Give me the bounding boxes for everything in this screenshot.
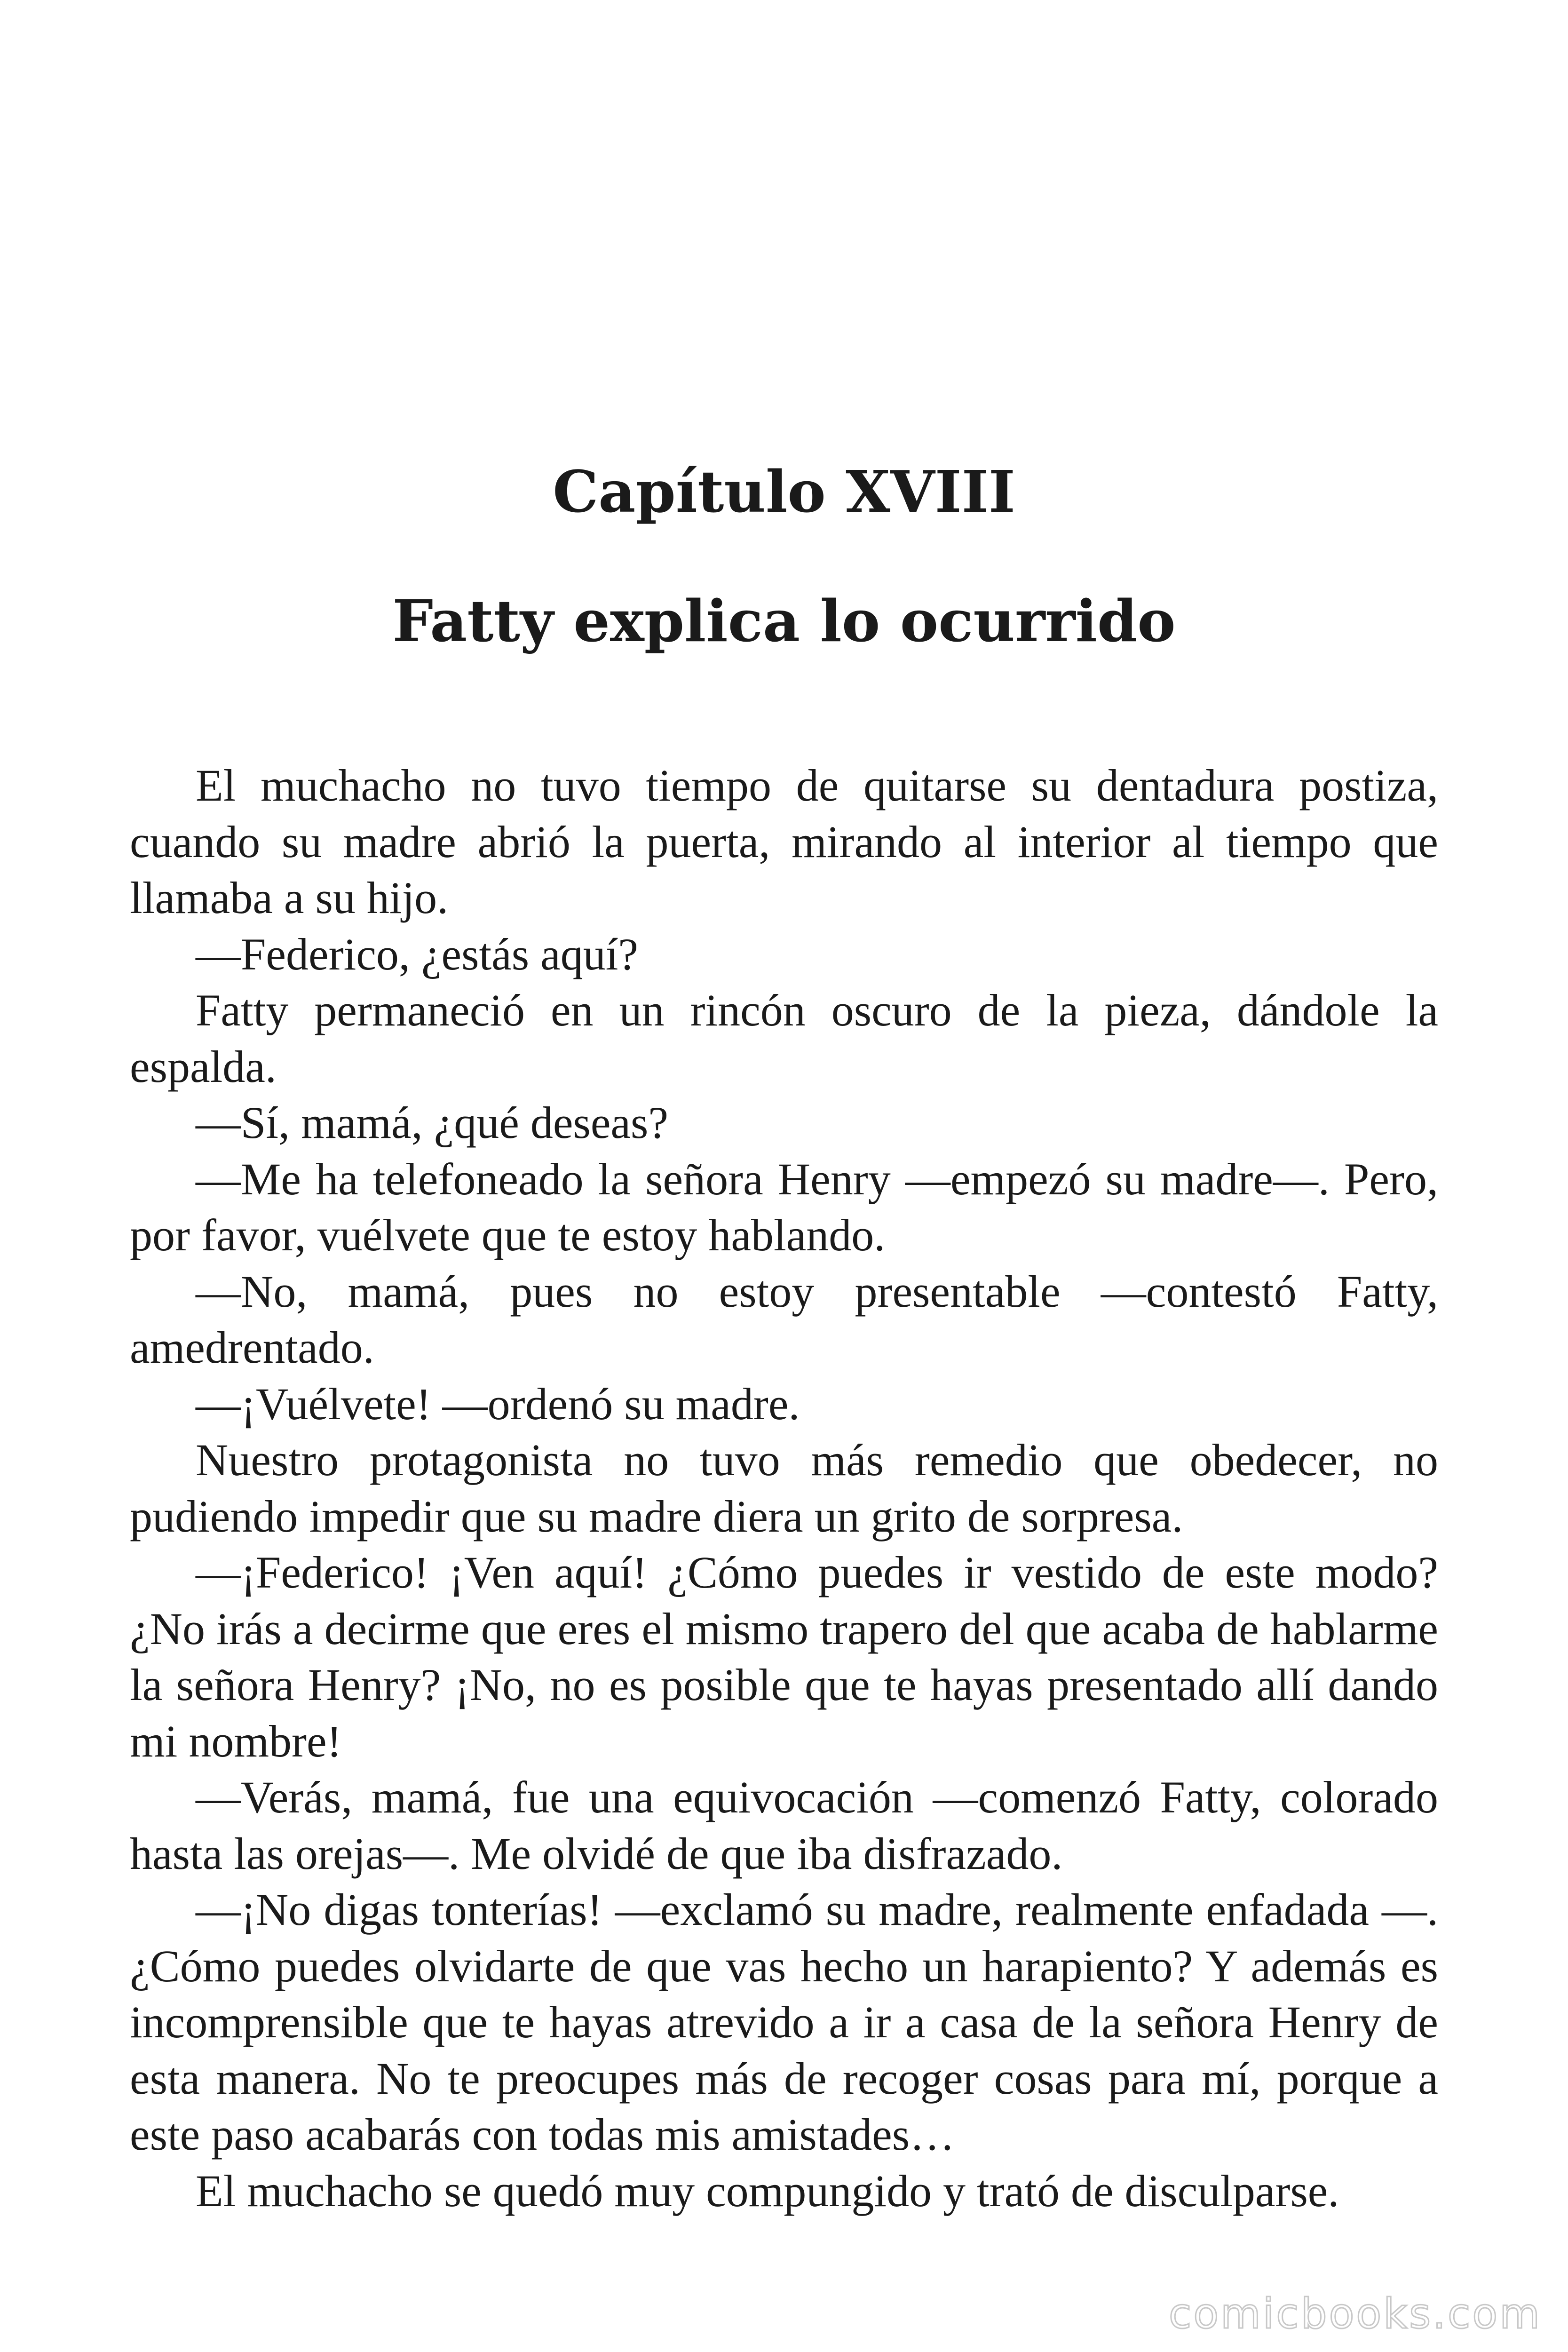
paragraph: —Federico, ¿estás aquí? bbox=[196, 929, 638, 979]
chapter-body bbox=[130, 757, 1438, 2219]
paragraph: El muchacho se quedó muy compungido y trató de disculparse. bbox=[196, 2165, 1339, 2216]
paragraph: El muchacho no tuvo tiempo de quitarse su dentadura postiza, cuando su madre abrió la puerta, mirando al interior al tiempo que llamaba a su hijo. bbox=[130, 760, 1438, 923]
paragraph: —¡Federico! ¡Ven aquí! ¿Cómo puedes ir vestido de este modo? ¿No irás a decirme que eres el mismo trapero del que acaba de hablarme la señora Henry? ¡No, no es posible que te hayas presentado allí dando mi nombre! bbox=[130, 1547, 1438, 1766]
paragraph: —¡Vuélvete! —ordenó su madre. bbox=[196, 1378, 800, 1429]
paragraph: —Verás, mamá, fue una equivocación —comenzó Fatty, colorado hasta las orejas—. Me olvidé de que iba disfrazado. bbox=[130, 1772, 1438, 1879]
paragraph: Nuestro protagonista no tuvo más remedio que obedecer, no pudiendo impedir que su madre diera un grito de sorpresa. bbox=[130, 1435, 1438, 1542]
chapter-number: Capítulo XVIII bbox=[553, 458, 1015, 525]
paragraph: —¡No digas tonterías! —exclamó su madre, realmente enfadada —. ¿Cómo puedes olvidarte de que vas hecho un harapiento? Y además es incomprensible que te hayas atrevido a ir a casa de la señora Henry de esta manera. No te preocupes más de recoger cosas para mí, porque a este paso acabarás con todas mis amistades… bbox=[130, 1884, 1438, 2160]
chapter-title: Fatty explica lo ocurrido bbox=[392, 587, 1176, 655]
watermark: comicbooks.com bbox=[1168, 2289, 1542, 2338]
paragraph: Fatty permaneció en un rincón oscuro de la pieza, dándole la espalda. bbox=[130, 985, 1438, 1092]
paragraph: —Me ha telefoneado la señora Henry —empezó su madre—. Pero, por favor, vuélvete que te estoy hablando. bbox=[130, 1153, 1438, 1260]
paragraph: —Sí, mamá, ¿qué deseas? bbox=[196, 1097, 668, 1148]
paragraph: —No, mamá, pues no estoy presentable —contestó Fatty, amedrentado. bbox=[130, 1266, 1438, 1373]
